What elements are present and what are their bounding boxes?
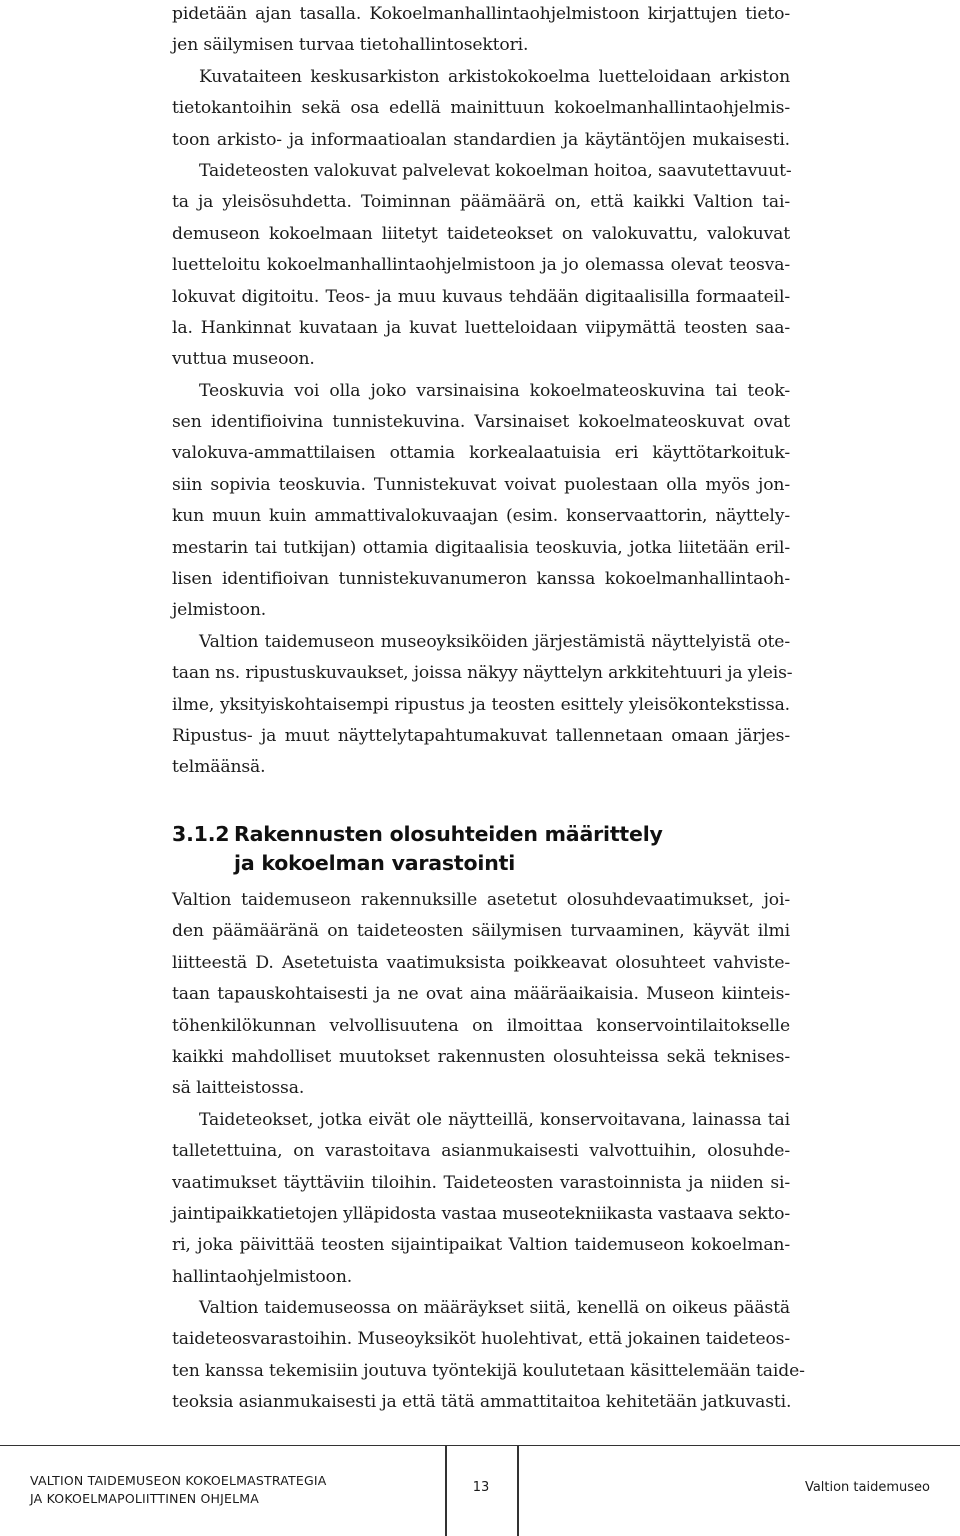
text-line: talletettuina, on varastoitava asianmukaisesti valvottuihin, olosuhde-: [172, 1141, 790, 1162]
text-line: hallintaohjelmistoon.: [172, 1266, 353, 1287]
text-line: valokuva-ammattilaisen ottamia korkealaatuisia eri käyttötarkoituk-: [172, 443, 790, 464]
footer-divider: [517, 1446, 519, 1536]
text-line: tietokantoihin sekä osa edellä mainittuun kokoelmanhallintaohjelmis-: [172, 98, 790, 119]
text-line: vuttua museoon.: [172, 349, 315, 370]
footer-title-line1: VALTION TAIDEMUSEON KOKOELMASTRATEGIA: [30, 1473, 327, 1488]
footer-title-line2: JA KOKOELMAPOLIITTINEN OHJELMA: [30, 1491, 260, 1506]
page-footer: [0, 1445, 960, 1536]
page-number: 13: [472, 1480, 490, 1495]
text-line: toon arkisto- ja informaatioalan standardien ja käytäntöjen mukaisesti.: [172, 129, 790, 150]
text-line: Taideteokset, jotka eivät ole näytteillä, konservoitavana, lainassa tai: [199, 1109, 790, 1130]
text-line: jaintipaikkatietojen ylläpidosta vastaa museotekniikasta vastaava sekto-: [172, 1203, 790, 1224]
text-line: demuseon kokoelmaan liitetyt taideteokset on valokuvattu, valokuvat: [172, 223, 790, 244]
section-title-line1: Rakennusten olosuhteiden määrittely: [234, 822, 663, 846]
text-line: taideteosvarastoihin. Museoyksiköt huolehtivat, että jokainen taideteos-: [172, 1329, 791, 1350]
text-line: töhenkilökunnan velvollisuutena on ilmoittaa konservointilaitokselle: [172, 1015, 790, 1036]
body-text-lower: [172, 885, 805, 1419]
text-line: pidetään ajan tasalla. Kokoelmanhallintaohjelmistoon kirjattujen tieto-: [172, 4, 790, 24]
text-line: Valtion taidemuseossa on määräykset siitä, kenellä on oikeus päästä: [199, 1298, 790, 1319]
text-line: sä laitteistossa.: [172, 1078, 305, 1099]
text-line: den päämääränä on taideteosten säilymisen turvaaminen, käyvät ilmi: [172, 921, 790, 942]
text-line: jelmistoon.: [172, 600, 267, 621]
text-line: telmäänsä.: [172, 757, 266, 778]
footer-publication-title: [30, 1472, 326, 1508]
text-line: liitteestä D. Asetetuista vaatimuksista poikkeavat olosuhteet vahviste-: [172, 952, 790, 973]
text-line: vaatimukset täyttäviin tiloihin. Taideteosten varastoinnista ja niiden si-: [172, 1172, 790, 1193]
text-line: Teoskuvia voi olla joko varsinaisina kokoelmateoskuvina tai teok-: [199, 380, 790, 401]
text-line: Valtion taidemuseon rakennuksille asetetut olosuhdevaatimukset, joi-: [172, 890, 790, 910]
text-line: lisen identifioivan tunnistekuvanumeron kanssa kokoelmanhallintaoh-: [172, 569, 790, 590]
text-line: la. Hankinnat kuvataan ja kuvat luetteloidaan viipymättä teosten saa-: [172, 317, 790, 338]
text-line: mestarin tai tutkijan) ottamia digitaalisia teoskuvia, jotka liitetään eril-: [172, 537, 790, 558]
text-line: siin sopivia teoskuvia. Tunnistekuvat voivat puolestaan olla myös jon-: [172, 474, 790, 495]
text-line: ri, joka päivittää teosten sijaintipaikat Valtion taidemuseon kokoelman-: [172, 1235, 790, 1256]
section-number: 3.1.2: [172, 822, 230, 846]
text-line: kun muun kuin ammattivalokuvaajan (esim. konservaattorin, näyttely-: [172, 506, 790, 527]
text-line: Ripustus- ja muut näyttelytapahtumakuvat tallennetaan omaan järjes-: [172, 725, 790, 746]
text-line: Valtion taidemuseon museoyksiköiden järjestämistä näyttelyistä ote-: [199, 631, 790, 652]
text-line: taan tapauskohtaisesti ja ne ovat aina määräaikaisia. Museon kiinteis-: [172, 984, 790, 1005]
text-line: taan ns. ripustuskuvaukset, joissa näkyy näyttelyn arkkitehtuuri ja yleis-: [172, 663, 793, 684]
text-line: ilme, yksityiskohtaisempi ripustus ja teosten esittely yleisökontekstissa.: [172, 694, 790, 715]
text-line: lokuvat digitoitu. Teos- ja muu kuvaus tehdään digitaalisilla formaateil-: [172, 286, 790, 307]
text-line: sen identifioivina tunnistekuvina. Varsinaiset kokoelmateoskuvat ovat: [172, 412, 790, 433]
text-line: Kuvataiteen keskusarkiston arkistokokoelma luetteloidaan arkiston: [199, 66, 790, 87]
text-line: Taideteosten valokuvat palvelevat kokoelman hoitoa, saavutettavuut-: [199, 160, 792, 181]
body-text-upper: [172, 0, 793, 784]
text-line: ten kanssa tekemisiin joutuva työntekijä koulutetaan käsittelemään taide-: [172, 1360, 805, 1381]
text-line: jen säilymisen turvaa tietohallintosektori.: [172, 35, 529, 56]
footer-publisher: Valtion taidemuseo: [804, 1480, 930, 1495]
section-title-line2: ja kokoelman varastointi: [234, 851, 516, 875]
text-line: luetteloitu kokoelmanhallintaohjelmistoon ja jo olemassa olevat teosva-: [172, 255, 790, 276]
text-line: teoksia asianmukaisesti ja että tätä ammattitaitoa kehitetään jatkuvasti.: [172, 1392, 792, 1413]
text-line: ta ja yleisösuhdetta. Toiminnan päämäärä on, että kaikki Valtion tai-: [172, 192, 790, 213]
section-heading: [172, 820, 663, 878]
text-line: kaikki mahdolliset muutokset rakennusten olosuhteissa sekä teknises-: [172, 1046, 790, 1067]
